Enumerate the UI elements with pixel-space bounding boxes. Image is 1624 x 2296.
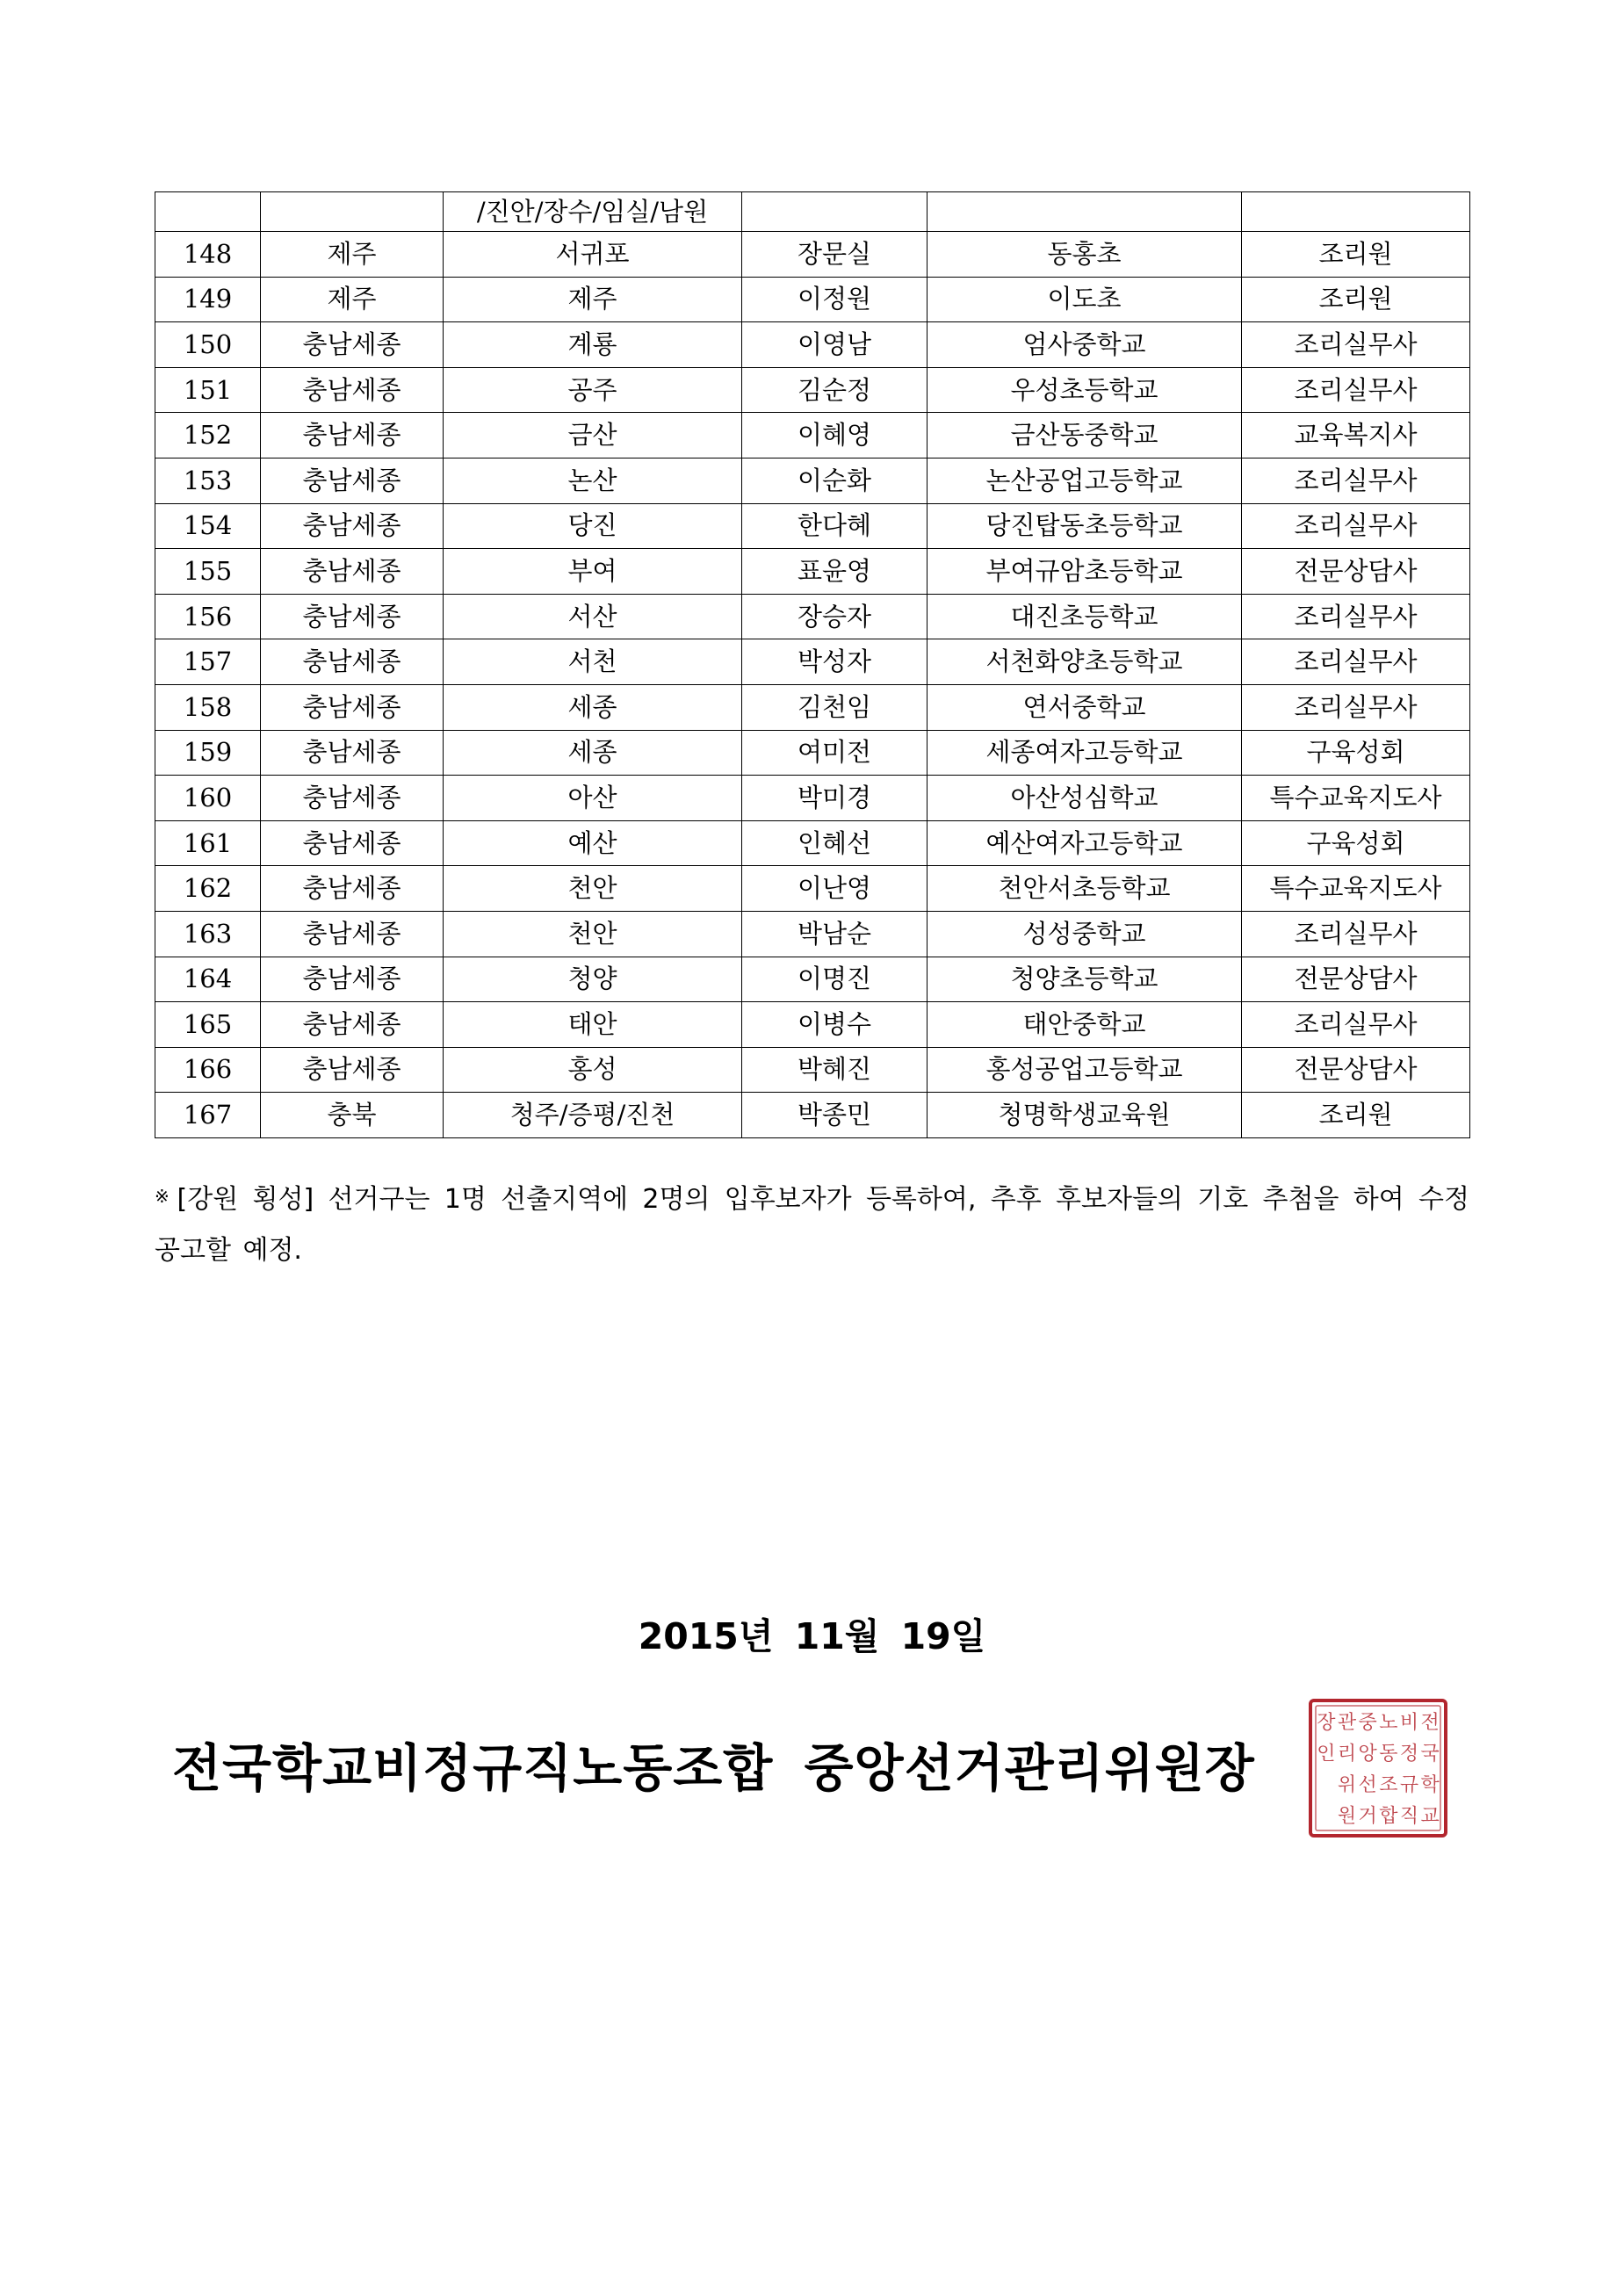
cell-name: 김천임 [742,684,927,730]
cell-region: 충남세종 [261,367,444,413]
note-paragraph [155,1171,1469,1276]
cell-school: 금산동중학교 [927,413,1242,458]
seal-glyph: 동 [1379,1743,1398,1765]
cell-district: 서천 [444,639,742,685]
seal-glyph: 중 [1358,1711,1377,1734]
table-row [155,1093,1470,1138]
cell-job: 전문상담사 [1242,549,1470,595]
cell-job: 조리실무사 [1242,639,1470,685]
cell-no: 161 [155,820,261,866]
candidate-table-body [155,192,1470,1138]
seal-glyph: 국 [1420,1743,1440,1765]
cell-job: 조리원 [1242,277,1470,322]
cell-district: 홍성 [444,1047,742,1093]
cell-school: 연서중학교 [927,684,1242,730]
seal-glyph: 규 [1399,1773,1419,1796]
cell-region: 충남세종 [261,776,444,821]
cell-no: 163 [155,911,261,957]
table-row [155,413,1470,458]
seal-glyph: 거 [1358,1805,1377,1828]
cell-job: 조리실무사 [1242,684,1470,730]
table-row [155,232,1470,278]
table-row [155,866,1470,912]
cell-region: 충남세종 [261,594,444,639]
cell-district: 공주 [444,367,742,413]
cell-no: 165 [155,1002,261,1048]
table-row [155,594,1470,639]
cell-region: 충남세종 [261,322,444,368]
cell-job: 조리원 [1242,1093,1470,1138]
cell-name: 이혜영 [742,413,927,458]
cell-district: 아산 [444,776,742,821]
cell-district: 제주 [444,277,742,322]
cell-no: 155 [155,549,261,595]
cell-school: 우성초등학교 [927,367,1242,413]
cell-job: 조리실무사 [1242,458,1470,503]
cell-no: 148 [155,232,261,278]
cell-school: 홍성공업고등학교 [927,1047,1242,1093]
cell-name: 인혜선 [742,820,927,866]
table-row [155,639,1470,685]
table-row [155,730,1470,776]
cell-region: 충남세종 [261,1002,444,1048]
cell-school: 이도초 [927,277,1242,322]
cell-name: 박혜진 [742,1047,927,1093]
cell-name: 이명진 [742,957,927,1002]
cell-no: 166 [155,1047,261,1093]
cell-district: 서산 [444,594,742,639]
cell-school: 서천화양초등학교 [927,639,1242,685]
cell-no: 162 [155,866,261,912]
cell-district: 세종 [444,730,742,776]
table-row [155,1047,1470,1093]
cell-name: 이순화 [742,458,927,503]
cell-region: 충남세종 [261,957,444,1002]
cell-name: 박종민 [742,1093,927,1138]
seal-glyph: 앙 [1358,1743,1377,1765]
cell-region: 충남세종 [261,413,444,458]
cell-job: 특수교육지도사 [1242,776,1470,821]
cell-district: 예산 [444,820,742,866]
cell-region: 충남세종 [261,684,444,730]
seal-glyph: 선 [1358,1773,1377,1796]
cell-no [155,192,261,232]
cell-district: 서귀포 [444,232,742,278]
table-row [155,911,1470,957]
table-row [155,1002,1470,1048]
cell-job: 조리실무사 [1242,322,1470,368]
table-row [155,776,1470,821]
cell-school: 태안중학교 [927,1002,1242,1048]
cell-job: 구육성회 [1242,730,1470,776]
cell-name: 이영남 [742,322,927,368]
cell-district: 당진 [444,503,742,549]
cell-district: 세종 [444,684,742,730]
cell-no: 156 [155,594,261,639]
cell-job: 전문상담사 [1242,1047,1470,1093]
cell-job: 조리실무사 [1242,1002,1470,1048]
cell-region: 충남세종 [261,503,444,549]
seal-glyph: 원 [1337,1805,1357,1828]
candidate-table [155,191,1470,1138]
cell-school: 당진탑동초등학교 [927,503,1242,549]
cell-region: 충남세종 [261,911,444,957]
seal-glyph: 인 [1317,1743,1336,1765]
cell-district: 천안 [444,911,742,957]
cell-district: /진안/장수/임실/남원 [444,192,742,232]
cell-region: 충남세종 [261,1047,444,1093]
table-row-continuation [155,192,1470,232]
cell-no: 160 [155,776,261,821]
cell-no: 159 [155,730,261,776]
seal-glyph: 조 [1379,1773,1398,1796]
official-seal-icon [1307,1697,1449,1839]
cell-name: 장문실 [742,232,927,278]
table-row [155,277,1470,322]
cell-school: 성성중학교 [927,911,1242,957]
seal-glyph: 학 [1420,1773,1440,1796]
cell-job: 조리실무사 [1242,594,1470,639]
cell-no: 158 [155,684,261,730]
table-row [155,367,1470,413]
cell-district: 부여 [444,549,742,595]
seal-glyph: 관 [1337,1711,1357,1734]
table-row [155,458,1470,503]
cell-name: 이정원 [742,277,927,322]
seal-glyph: 전 [1420,1711,1440,1734]
cell-region: 충남세종 [261,820,444,866]
seal-glyph: 정 [1399,1743,1419,1765]
seal-glyph: 합 [1379,1805,1398,1828]
cell-name: 이병수 [742,1002,927,1048]
table-row [155,820,1470,866]
cell-name: 이난영 [742,866,927,912]
seal-glyph: 직 [1399,1805,1419,1828]
table-row [155,503,1470,549]
seal-glyph: 리 [1337,1743,1357,1765]
cell-job: 특수교육지도사 [1242,866,1470,912]
cell-no: 154 [155,503,261,549]
cell-no: 150 [155,322,261,368]
cell-district: 금산 [444,413,742,458]
cell-name: 한다혜 [742,503,927,549]
cell-school: 세종여자고등학교 [927,730,1242,776]
cell-region: 충남세종 [261,549,444,595]
cell-school: 논산공업고등학교 [927,458,1242,503]
cell-no: 164 [155,957,261,1002]
cell-name: 여미전 [742,730,927,776]
cell-job [1242,192,1470,232]
cell-region: 제주 [261,277,444,322]
cell-no: 157 [155,639,261,685]
cell-region: 제주 [261,232,444,278]
cell-job: 조리실무사 [1242,911,1470,957]
table-row [155,549,1470,595]
cell-name: 박남순 [742,911,927,957]
table-row [155,322,1470,368]
cell-region: 충남세종 [261,730,444,776]
seal-glyph: 장 [1317,1711,1336,1734]
cell-no: 152 [155,413,261,458]
reference-mark-icon: ※ [155,1186,172,1207]
cell-job: 조리실무사 [1242,367,1470,413]
cell-school: 아산성심학교 [927,776,1242,821]
cell-name: 김순정 [742,367,927,413]
note-text: [강원 횡성] 선거구는 1명 선출지역에 2명의 입후보자가 등록하여, 추후 후보자들의 기호 추첨을 하여 수정 공고할 예정. [155,1184,1469,1266]
cell-school: 천안서초등학교 [927,866,1242,912]
cell-name: 장승자 [742,594,927,639]
seal-graphic [1307,1697,1449,1839]
cell-district: 천안 [444,866,742,912]
cell-no: 167 [155,1093,261,1138]
cell-job: 교육복지사 [1242,413,1470,458]
cell-job: 조리원 [1242,232,1470,278]
cell-school: 청명학생교육원 [927,1093,1242,1138]
cell-no: 153 [155,458,261,503]
cell-school: 동홍초 [927,232,1242,278]
cell-job: 조리실무사 [1242,503,1470,549]
cell-school [927,192,1242,232]
document-date: 2015년 11월 19일 [638,1615,986,1657]
cell-school: 청양초등학교 [927,957,1242,1002]
cell-name: 박미경 [742,776,927,821]
cell-region: 충남세종 [261,866,444,912]
cell-no: 149 [155,277,261,322]
seal-glyph: 교 [1420,1805,1440,1828]
cell-region [261,192,444,232]
cell-region: 충남세종 [261,639,444,685]
cell-name: 표윤영 [742,549,927,595]
cell-name: 박성자 [742,639,927,685]
cell-name [742,192,927,232]
cell-school: 예산여자고등학교 [927,820,1242,866]
cell-district: 논산 [444,458,742,503]
signatory-title: 전국학교비정규직노동조합 중앙선거관리위원장 [172,1738,1255,1798]
cell-school: 엄사중학교 [927,322,1242,368]
cell-district: 계룡 [444,322,742,368]
cell-school: 부여규암초등학교 [927,549,1242,595]
seal-glyph: 위 [1337,1773,1357,1796]
table-row [155,684,1470,730]
cell-job: 전문상담사 [1242,957,1470,1002]
cell-no: 151 [155,367,261,413]
cell-job: 구육성회 [1242,820,1470,866]
cell-district: 청주/증평/진천 [444,1093,742,1138]
cell-region: 충북 [261,1093,444,1138]
seal-glyph: 노 [1379,1711,1398,1734]
cell-district: 청양 [444,957,742,1002]
seal-glyph: 비 [1399,1711,1419,1734]
cell-school: 대진초등학교 [927,594,1242,639]
table-row [155,957,1470,1002]
cell-district: 태안 [444,1002,742,1048]
cell-region: 충남세종 [261,458,444,503]
candidate-table-container [155,191,1469,1138]
